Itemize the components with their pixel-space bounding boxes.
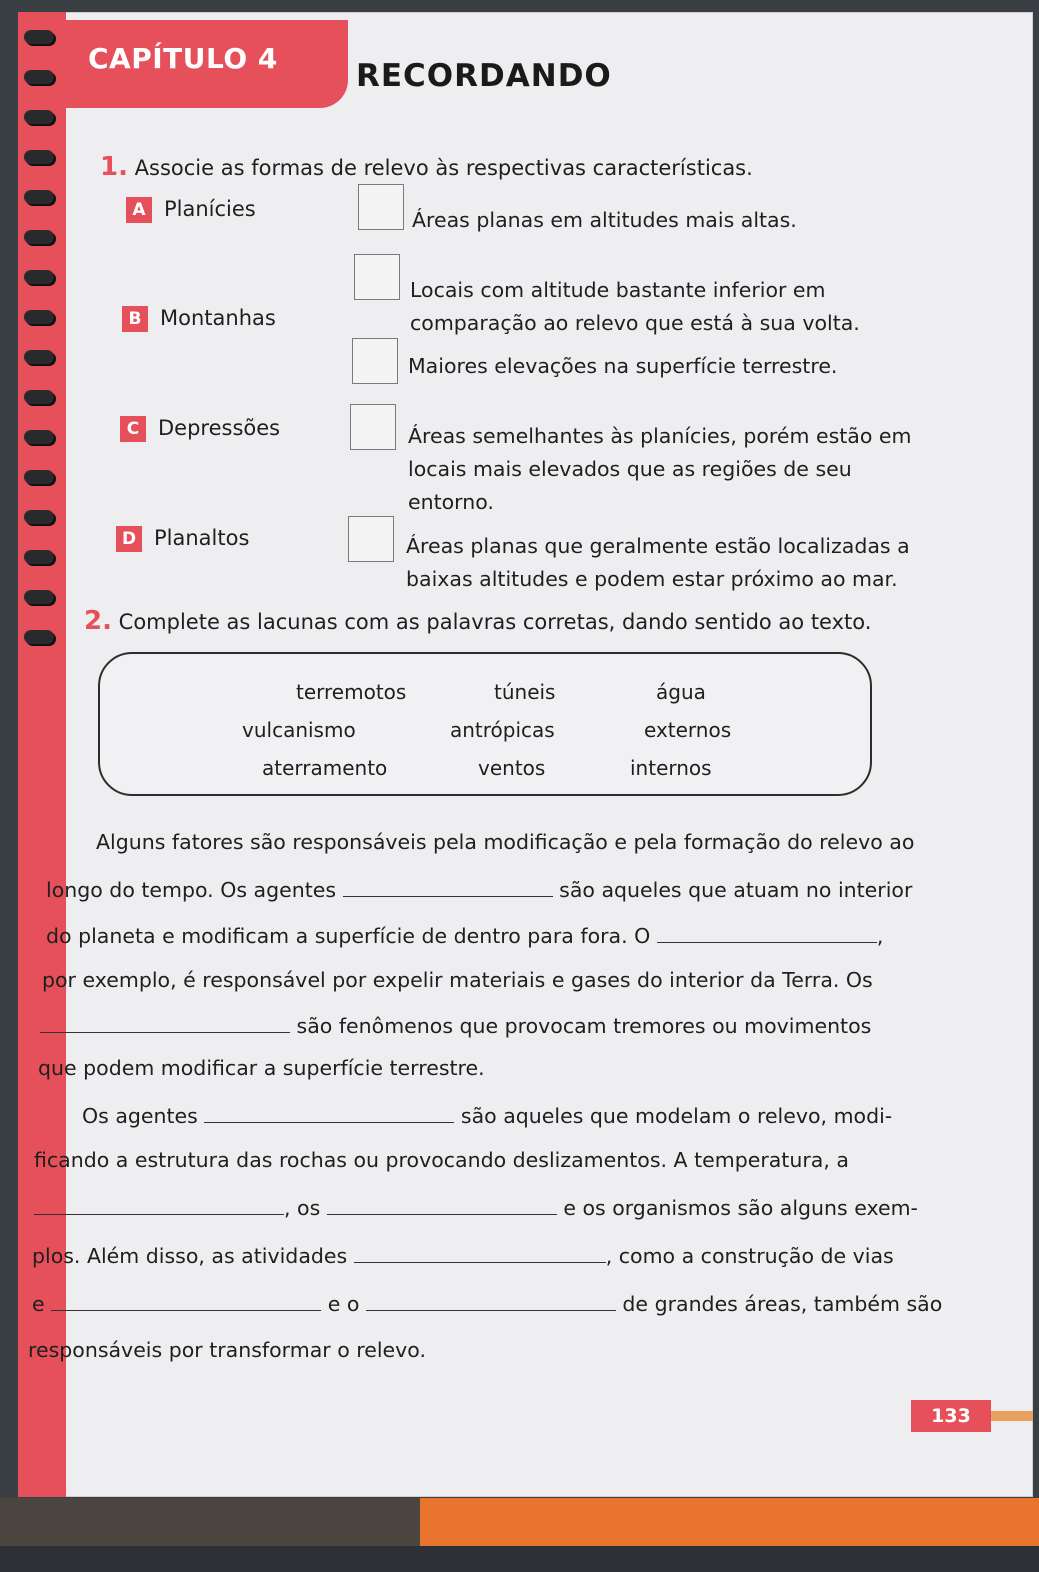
definition-2: Locais com altitude bastante inferior em comparação ao relevo que está à sua volta. xyxy=(410,278,860,335)
letter-badge: B xyxy=(122,306,148,332)
question-1-prompt xyxy=(100,152,753,182)
workbook-page xyxy=(18,12,1033,1497)
spiral-ring xyxy=(24,310,54,324)
answer-box-2[interactable] xyxy=(354,254,400,300)
definition-4: Áreas semelhantes às planícies, porém estão em locais mais elevados que as regiões de seu entorno. xyxy=(408,424,912,514)
relief-label: Montanhas xyxy=(160,306,276,330)
answer-box-4[interactable] xyxy=(350,404,396,450)
relief-label: Planícies xyxy=(164,197,256,221)
spiral-ring xyxy=(24,590,54,604)
spiral-ring xyxy=(24,70,54,84)
blank-2[interactable] xyxy=(657,922,877,943)
word-bank xyxy=(98,652,872,796)
relief-item-d xyxy=(116,526,249,552)
blank-4[interactable] xyxy=(204,1102,454,1123)
blank-9[interactable] xyxy=(366,1290,616,1311)
relief-label: Depressões xyxy=(158,416,281,440)
spiral-ring xyxy=(24,350,54,364)
answer-box-3[interactable] xyxy=(352,338,398,384)
letter-badge: C xyxy=(120,416,146,442)
relief-item-c xyxy=(120,416,280,442)
answer-box-5[interactable] xyxy=(348,516,394,562)
word-agua: água xyxy=(656,680,706,704)
page-number: 133 xyxy=(911,1400,991,1432)
text-line-6: que podem modificar a superfície terrestre. xyxy=(38,1056,485,1080)
word-vulcanismo: vulcanismo xyxy=(242,718,356,742)
word-antropicas: antrópicas xyxy=(450,718,555,742)
blank-5[interactable] xyxy=(34,1194,284,1215)
question-number: 1. xyxy=(100,152,128,182)
text-line-7: Os agentes são aqueles que modelam o relevo, modi- xyxy=(82,1104,893,1128)
spiral-ring xyxy=(24,190,54,204)
text-line-2: longo do tempo. Os agentes são aqueles que atuam no interior xyxy=(46,878,913,902)
letter-badge: A xyxy=(126,197,152,223)
question-number: 2. xyxy=(84,606,112,636)
spiral-ring xyxy=(24,150,54,164)
definition-5: Áreas planas que geralmente estão localizadas a baixas altitudes e podem estar próximo ao mar. xyxy=(406,534,910,591)
word-tuneis: túneis xyxy=(494,680,556,704)
text-line-4: por exemplo, é responsável por expelir materiais e gases do interior da Terra. Os xyxy=(42,968,873,992)
blank-1[interactable] xyxy=(343,876,553,897)
letter-badge: D xyxy=(116,526,142,552)
spiral-ring xyxy=(24,230,54,244)
word-externos: externos xyxy=(644,718,732,742)
word-ventos: ventos xyxy=(478,756,546,780)
word-internos: internos xyxy=(630,756,712,780)
relief-item-b xyxy=(122,306,276,332)
blank-6[interactable] xyxy=(327,1194,557,1215)
text-line-1: Alguns fatores são responsáveis pela modificação e pela formação do relevo ao xyxy=(96,830,915,854)
definition-1: Áreas planas em altitudes mais altas. xyxy=(412,208,797,232)
blank-3[interactable] xyxy=(40,1012,290,1033)
spiral-ring xyxy=(24,110,54,124)
chapter-title: RECORDANDO xyxy=(356,58,612,94)
word-aterramento: aterramento xyxy=(262,756,388,780)
text-line-5: são fenômenos que provocam tremores ou movimentos xyxy=(40,1012,871,1038)
spiral-ring xyxy=(24,430,54,444)
chapter-label: CAPÍTULO 4 xyxy=(88,42,278,75)
spiral-ring xyxy=(24,30,54,44)
text-line-3: do planeta e modificam a superfície de dentro para fora. O , xyxy=(46,924,884,948)
spiral-ring xyxy=(24,510,54,524)
blank-8[interactable] xyxy=(51,1290,321,1311)
dark-cover-edge xyxy=(0,1498,420,1546)
spiral-ring xyxy=(24,550,54,564)
relief-label: Planaltos xyxy=(154,526,250,550)
text-line-8: ficando a estrutura das rochas ou provocando deslizamentos. A temperatura, a xyxy=(34,1148,849,1172)
spiral-ring xyxy=(24,470,54,484)
question-text: Complete as lacunas com as palavras corretas, dando sentido ao texto. xyxy=(118,610,872,634)
table-surface xyxy=(0,1546,1039,1572)
word-terremotos: terremotos xyxy=(296,680,407,704)
text-line-12: responsáveis por transformar o relevo. xyxy=(28,1338,426,1362)
question-text: Associe as formas de relevo às respectivas características. xyxy=(134,156,753,180)
spiral-ring xyxy=(24,630,54,644)
definition-3: Maiores elevações na superfície terrestre. xyxy=(408,354,838,378)
question-2-prompt xyxy=(84,606,871,636)
page-number-accent xyxy=(991,1411,1033,1421)
blank-7[interactable] xyxy=(354,1242,606,1263)
spiral-ring xyxy=(24,270,54,284)
text-line-9: , os e os organismos são alguns exem- xyxy=(34,1194,918,1220)
text-line-11: e e o de grandes áreas, também são xyxy=(32,1292,943,1316)
spiral-ring xyxy=(24,390,54,404)
text-line-10: plos. Além disso, as atividades , como a construção de vias xyxy=(32,1244,894,1268)
answer-box-1[interactable] xyxy=(358,184,404,230)
relief-item-a xyxy=(126,197,256,223)
